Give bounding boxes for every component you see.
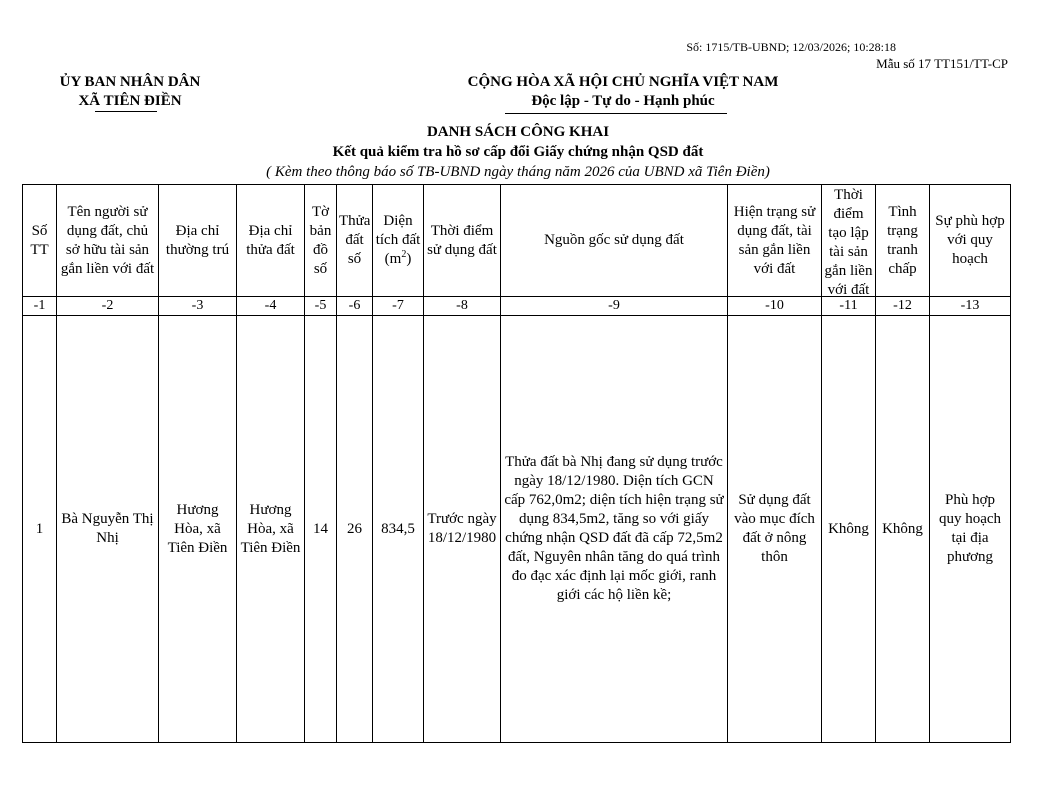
area-unit-superscript: 2: [401, 249, 407, 260]
cell-current-use: Sử dụng đất vào mục đích đất ở nông thôn: [728, 316, 822, 743]
col-header-parcel-address: Địa chỉ thửa đất: [237, 185, 305, 297]
col-number: -12: [876, 297, 930, 316]
page-subtitle: Kết quả kiểm tra hồ sơ cấp đổi Giấy chứng nhận QSD đất: [332, 144, 704, 160]
col-number: -10: [728, 297, 822, 316]
col-header-planning: Sự phù hợp với quy hoạch: [930, 185, 1011, 297]
document-number: Số: 1715/TB-UBND; 12/03/2026; 10:28:18: [686, 40, 896, 54]
area-header-text: Diện tích đất (m: [375, 213, 421, 267]
col-number: -1: [23, 297, 57, 316]
cell-origin: Thửa đất bà Nhị đang sử dụng trước ngày 18/12/1980. Diện tích GCN cấp 762,0m2; diện tích hiện trạng sử dụng 834,5m2, tăng so với giấy chứng nhận QSD đất đã cấp 72,5m2 đất, Nguyên nhân tăng do quá trình đo đạc xác định lại mốc giới, ranh giới các hộ liền kề;: [501, 316, 728, 743]
area-unit-close: ): [406, 251, 412, 267]
authority-line-1: ỦY BAN NHÂN DÂN: [59, 74, 201, 90]
form-code: Mẫu số 17 TT151/TT-CP: [876, 56, 1008, 71]
col-number: -8: [424, 297, 501, 316]
page-title: DANH SÁCH CÔNG KHAI: [426, 124, 610, 140]
col-number: -4: [237, 297, 305, 316]
col-header-current-use: Hiện trạng sử dụng đất, tài sản gắn liền với đất: [728, 185, 822, 297]
national-motto: Độc lập - Tự do - Hạnh phúc: [531, 93, 715, 109]
col-header-use-time: Thời điểm sử dụng đất: [424, 185, 501, 297]
cell-stt: 1: [23, 316, 57, 743]
col-number: -7: [373, 297, 424, 316]
national-name: CỘNG HÒA XÃ HỘI CHỦ NGHĨA VIỆT NAM: [467, 74, 779, 90]
cell-asset-time: Không: [822, 316, 876, 743]
cell-planning: Phù hợp quy hoạch tại địa phương: [930, 316, 1011, 743]
table-row: [23, 316, 1011, 743]
cell-residence: Hương Hòa, xã Tiên Điền: [159, 316, 237, 743]
cell-map-sheet: 14: [305, 316, 337, 743]
col-header-area: [373, 185, 424, 297]
authority-line-2: XÃ TIÊN ĐIỀN: [78, 93, 182, 109]
cell-parcel-no: 26: [337, 316, 373, 743]
col-number: -5: [305, 297, 337, 316]
table-header-row: [23, 185, 1011, 297]
col-header-residence: Địa chỉ thường trú: [159, 185, 237, 297]
col-header-dispute: Tình trạng tranh chấp: [876, 185, 930, 297]
col-number: -9: [501, 297, 728, 316]
col-number: -11: [822, 297, 876, 316]
issuing-authority: [40, 73, 220, 111]
cell-dispute: Không: [876, 316, 930, 743]
cell-use-time: Trước ngày 18/12/1980: [424, 316, 501, 743]
national-header: [400, 73, 846, 111]
authority-underline: [95, 111, 157, 112]
attachment-note: ( Kèm theo thông báo số TB-UBND ngày tháng năm 2026 của UBND xã Tiên Điền): [266, 164, 770, 180]
col-header-asset-time: Thời điểm tạo lập tài sản gắn liền với đất: [822, 185, 876, 297]
col-number: -3: [159, 297, 237, 316]
cell-owner: Bà Nguyễn Thị Nhị: [57, 316, 159, 743]
cell-area: 834,5: [373, 316, 424, 743]
public-list-table: [22, 184, 1011, 743]
col-header-stt: Số TT: [23, 185, 57, 297]
col-number: -13: [930, 297, 1011, 316]
col-number: -2: [57, 297, 159, 316]
col-header-origin: Nguồn gốc sử dụng đất: [501, 185, 728, 297]
cell-parcel-address: Hương Hòa, xã Tiên Điền: [237, 316, 305, 743]
col-number: -6: [337, 297, 373, 316]
motto-underline: [505, 113, 727, 114]
col-header-map-sheet: Tờ bản đồ số: [305, 185, 337, 297]
column-number-row: [23, 297, 1011, 316]
col-header-parcel-no: Thửa đất số: [337, 185, 373, 297]
col-header-owner: Tên người sử dụng đất, chủ sở hữu tài sản gắn liền với đất: [57, 185, 159, 297]
